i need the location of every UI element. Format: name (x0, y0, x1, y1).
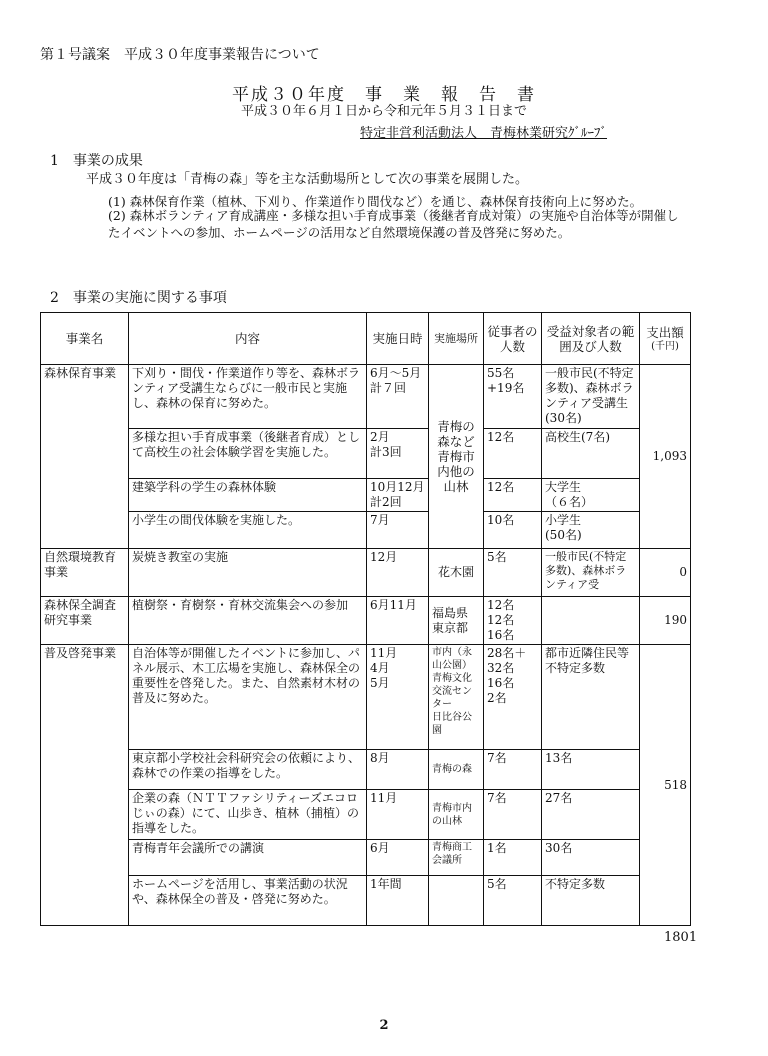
agenda-title: 第１号議案 平成３０年度事業報告について (40, 47, 320, 63)
report-title: 平成３０年度 事 業 報 告 書 (232, 85, 536, 105)
row-beneficiary: 一般市民(不特定多数)、森林ボランティア受講生(30名) (542, 365, 640, 429)
row-expense: 518 (640, 645, 691, 926)
section1-item-2: (2) 森林ボランティア育成講座・多様な担い手育成事業（後継者育成対策）の実施や自治体等が開催したイベントへの参加、ホームページの活用など自然環境保護の普及啓発に努めた。 (108, 208, 679, 240)
row-content: 炭焼き教室の実施 (129, 549, 367, 597)
row-place: 青梅市内の山林 (429, 790, 484, 840)
row-staff: 28名＋ 32名 16名 2名 (484, 645, 542, 750)
row-staff: 5名 (484, 549, 542, 597)
activity-table (40, 312, 691, 926)
row-staff: 12名 12名 16名 (484, 597, 542, 645)
expense-total: 1801 (664, 930, 698, 945)
col-header-staff: 従事者の人数 (484, 313, 542, 365)
col-header-name: 事業名 (41, 313, 129, 365)
page-number: 2 (379, 1018, 389, 1033)
row-beneficiary: 13名 (542, 750, 640, 790)
row-beneficiary: 高校生(7名) (542, 429, 640, 479)
row-name: 自然環境教育事業 (41, 549, 129, 597)
row-date: 11月 (367, 790, 429, 840)
row-content: 建築学科の学生の森林体験 (129, 479, 367, 512)
col-header-content: 内容 (129, 313, 367, 365)
table-row (41, 512, 691, 549)
row-place: 市内（永山公園） 青梅文化交流センター 日比谷公園 (429, 645, 484, 750)
table-row (41, 597, 691, 645)
row-place: 花木園 (429, 549, 484, 597)
row-beneficiary: 27名 (542, 790, 640, 840)
row-date: 1年間 (367, 876, 429, 926)
row-expense: 190 (640, 597, 691, 645)
row-place: 福島県 東京都 (429, 597, 484, 645)
col-header-beneficiary: 受益対象者の範囲及び人数 (542, 313, 640, 365)
row-beneficiary: 30名 (542, 840, 640, 876)
row-staff: 12名 (484, 479, 542, 512)
row-content: 青梅青年会議所での講演 (129, 840, 367, 876)
row-date: 2月 計3回 (367, 429, 429, 479)
row-name: 森林保全調査研究事業 (41, 597, 129, 645)
row-date: 8月 (367, 750, 429, 790)
table-row (41, 365, 691, 429)
row-beneficiary: 不特定多数 (542, 876, 640, 926)
col-header-expense (640, 313, 691, 365)
row-content: 植樹祭・育樹祭・育林交流集会への参加 (129, 597, 367, 645)
row-staff: 55名+19名 (484, 365, 542, 429)
section1-heading: 1 事業の成果 (50, 153, 143, 169)
table-row (41, 549, 691, 597)
table-row (41, 429, 691, 479)
row-place: 青梅商工会議所 (429, 840, 484, 876)
section2-heading: 2 事業の実施に関する事項 (50, 290, 227, 306)
row-staff: 12名 (484, 429, 542, 479)
row-content: 企業の森（ＮＴＴファシリティーズエコロじぃの森）にて、山歩き、植林（捕植）の指導をした。 (129, 790, 367, 840)
table-row (41, 645, 691, 750)
row-beneficiary (542, 597, 640, 645)
row-content: ホームページを活用し、事業活動の状況や、森林保全の普及・啓発に努めた。 (129, 876, 367, 926)
table-row (41, 840, 691, 876)
row-content: 下刈り・間伐・作業道作り等を、森林ボランティア受講生ならびに一般市民と実施し、森林の保育に努めた。 (129, 365, 367, 429)
row-content: 多様な担い手育成事業（後継者育成）として高校生の社会体験学習を実施した。 (129, 429, 367, 479)
expense-unit: (千円) (651, 340, 679, 352)
row-place (429, 876, 484, 926)
row-date: 7月 (367, 512, 429, 549)
row-staff: 7名 (484, 750, 542, 790)
expense-label: 支出額 (646, 324, 684, 340)
row-beneficiary: 一般市民(不特定多数)、森林ボランティア受 (542, 549, 640, 597)
row-content: 東京都小学校社会科研究会の依頼により、森林での作業の指導をした。 (129, 750, 367, 790)
row-date: 11月 4月 5月 (367, 645, 429, 750)
row-expense: 0 (640, 549, 691, 597)
row-place: 青梅の森 (429, 750, 484, 790)
row-name: 普及啓発事業 (41, 645, 129, 926)
table-row (41, 876, 691, 926)
row-staff: 10名 (484, 512, 542, 549)
row-staff: 1名 (484, 840, 542, 876)
row-expense: 1,093 (640, 365, 691, 549)
col-header-place: 実施場所 (429, 313, 484, 365)
organization-name: 特定非営利活動法人 青梅林業研究ｸﾞﾙｰﾌﾞ (360, 126, 608, 141)
row-date: 12月 (367, 549, 429, 597)
section1-intro: 平成３０年度は「青梅の森」等を主な活動場所として次の事業を展開した。 (86, 172, 529, 187)
row-beneficiary: 大学生 （６名） (542, 479, 640, 512)
table-row (41, 750, 691, 790)
row-place: 青梅の森など青梅市内他の山林 (429, 365, 484, 549)
row-beneficiary: 都市近隣住民等不特定多数 (542, 645, 640, 750)
table-row (41, 790, 691, 840)
row-beneficiary: 小学生 (50名) (542, 512, 640, 549)
row-date: 6月 (367, 840, 429, 876)
col-header-date: 実施日時 (367, 313, 429, 365)
row-date: 6月～5月 計７回 (367, 365, 429, 429)
row-staff: 5名 (484, 876, 542, 926)
section1-item-1: (1) 森林保育作業（植林、下刈り、作業道作り間伐など）を通じ、森林保育技術向上に努めた。 (108, 194, 643, 209)
row-date: 10月12月 計2回 (367, 479, 429, 512)
row-date: 6月11月 (367, 597, 429, 645)
table-row (41, 479, 691, 512)
table-header-row (41, 313, 691, 365)
row-content: 自治体等が開催したイベントに参加し、パネル展示、木工広場を実施し、森林保全の重要性を啓発した。また、自然素材木材の普及に努めた。 (129, 645, 367, 750)
report-period: 平成３０年６月１日から令和元年５月３１日まで (240, 104, 527, 119)
row-staff: 7名 (484, 790, 542, 840)
row-content: 小学生の間伐体験を実施した。 (129, 512, 367, 549)
row-name: 森林保育事業 (41, 365, 129, 549)
